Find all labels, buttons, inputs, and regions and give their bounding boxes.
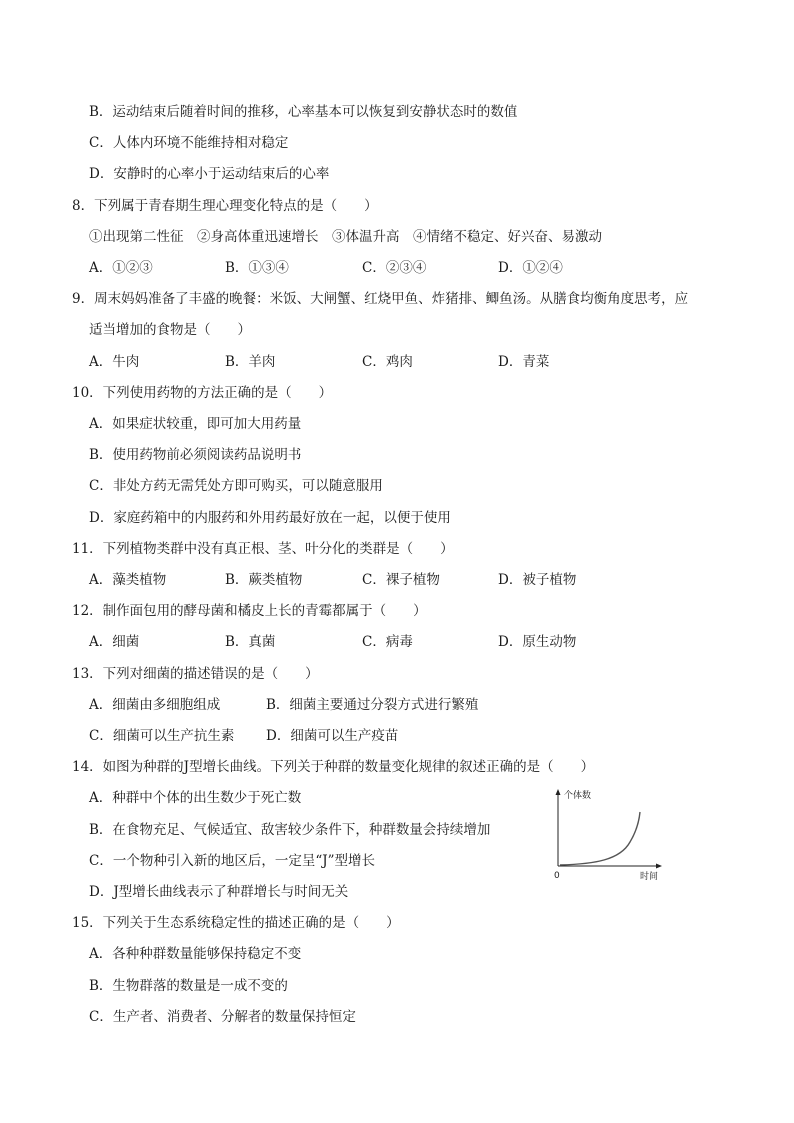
y-axis-arrow [556,789,561,795]
q8-stem: 8．下列属于青春期生理心理变化特点的是（ ） [72,198,378,214]
q12-option-d: D．原生动物 [498,634,577,650]
q14-option-c: C．一个物种引入新的地区后，一定呈“J”型增长 [89,853,376,869]
q14-option-d: D．J型增长曲线表示了种群增长与时间无关 [89,884,349,900]
q13-option-b: B．细菌主要通过分裂方式进行繁殖 [266,697,479,713]
q10-option-a: A．如果症状较重，即可加大用药量 [89,416,302,432]
q7-option-b: B．运动结束后随着时间的推移，心率基本可以恢复到安静状态时的数值 [89,104,518,120]
q11-option-b: B．蕨类植物 [225,572,303,588]
q15-stem: 15．下列关于生态系统稳定性的描述正确的是（ ） [72,915,400,931]
q13-option-a: A．细菌由多细胞组成 [89,697,221,713]
q15-option-a: A．各种种群数量能够保持稳定不变 [89,946,302,962]
q9-option-a: A．牛肉 [89,354,140,370]
x-axis-label: 时间 [640,872,659,882]
q8-statements: ①出现第二性征 ②身高体重迅速增长 ③体温升高 ④情绪不稳定、好兴奋、易激动 [89,229,602,245]
q10-option-b: B．使用药物前必须阅读药品说明书 [89,447,302,463]
q14-option-b: B．在食物充足、气候适宜、敌害较少条件下，种群数量会持续增加 [89,822,491,838]
q11-option-a: A．藻类植物 [89,572,167,588]
q10-option-d: D．家庭药箱中的内服药和外用药最好放在一起，以便于使用 [89,510,451,526]
q8-option-a: A．①②③ [89,260,153,276]
x-axis-arrow [656,864,662,869]
q8-option-d: D．①②④ [498,260,563,276]
q8-option-c: C．②③④ [362,260,427,276]
q11-option-c: C．裸子植物 [362,572,440,588]
q15-option-b: B．生物群落的数量是一成不变的 [89,978,288,994]
q7-option-d: D．安静时的心率小于运动结束后的心率 [89,166,330,182]
q12-option-b: B．真菌 [225,634,276,650]
q10-option-c: C．非处方药无需凭处方即可购买，可以随意服用 [89,478,383,494]
q9-option-b: B．羊肉 [225,354,276,370]
q9-option-c: C．鸡肉 [362,354,413,370]
q7-option-c: C．人体内环境不能维持相对稳定 [89,135,289,151]
q11-stem: 11．下列植物类群中没有真正根、茎、叶分化的类群是（ ） [72,541,454,557]
y-axis-label: 个体数 [564,791,592,801]
q9-stem-cont: 适当增加的食物是（ ） [89,322,251,338]
q13-option-d: D．细菌可以生产疫苗 [266,728,399,744]
q12-option-a: A．细菌 [89,634,140,650]
q8-option-b: B．①③④ [225,260,289,276]
q14-stem: 14．如图为种群的J型增长曲线。下列关于种群的数量变化规律的叙述正确的是（ ） [72,759,595,775]
q15-option-c: C．生产者、消费者、分解者的数量保持恒定 [89,1009,356,1025]
q12-option-c: C．病毒 [362,634,413,650]
q9-option-d: D．青菜 [498,354,550,370]
j-growth-curve-figure [540,786,668,882]
q9-stem: 9．周末妈妈准备了丰盛的晚餐：米饭、大闸蟹、红烧甲鱼、炸猪排、鲫鱼汤。从膳食均衡角度思考，应 [72,291,689,307]
q10-stem: 10．下列使用药物的方法正确的是（ ） [72,385,333,401]
q12-stem: 12．制作面包用的酵母菌和橘皮上长的青霉都属于（ ） [72,603,427,619]
q14-option-a: A．种群中个体的出生数少于死亡数 [89,790,302,806]
j-curve [560,812,640,865]
origin-label: 0 [554,871,560,881]
q11-option-d: D．被子植物 [498,572,577,588]
q13-stem: 13．下列对细菌的描述错误的是（ ） [72,666,319,682]
q13-option-c: C．细菌可以生产抗生素 [89,728,235,744]
